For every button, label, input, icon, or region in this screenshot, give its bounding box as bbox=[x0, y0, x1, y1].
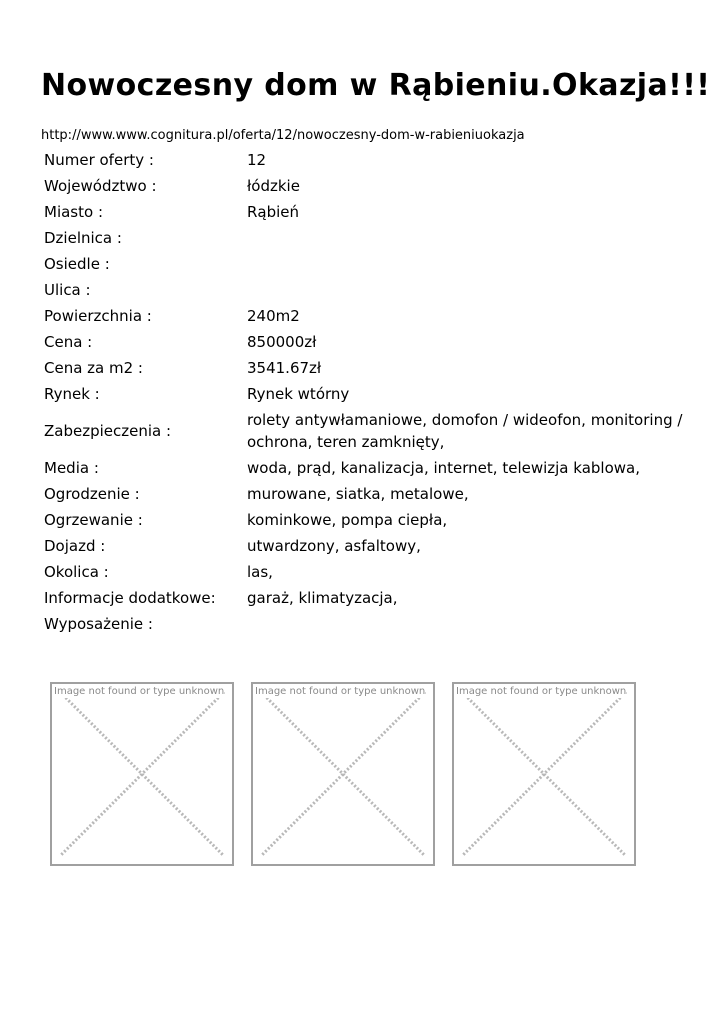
photo-gallery bbox=[50, 682, 650, 866]
broken-image-icon bbox=[52, 684, 232, 864]
detail-label: Osiedle : bbox=[44, 255, 110, 273]
detail-label: Ogrodzenie : bbox=[44, 485, 140, 503]
detail-label: Informacje dodatkowe: bbox=[44, 589, 216, 607]
detail-label: Rynek : bbox=[44, 385, 100, 403]
detail-row-price bbox=[41, 329, 690, 355]
detail-row-city bbox=[41, 199, 690, 225]
detail-value: murowane, siatka, metalowe, bbox=[247, 485, 469, 503]
detail-row-offer-number bbox=[41, 147, 690, 173]
detail-label: Okolica : bbox=[44, 563, 109, 581]
detail-row-estate bbox=[41, 251, 690, 277]
detail-value: woda, prąd, kanalizacja, internet, telewizja kablowa, bbox=[247, 459, 640, 477]
detail-row-additional-info bbox=[41, 585, 690, 611]
detail-value bbox=[244, 251, 690, 277]
detail-value bbox=[244, 611, 690, 637]
detail-row-utilities bbox=[41, 455, 690, 481]
detail-value: 850000zł bbox=[247, 333, 317, 351]
detail-value: Rynek wtórny bbox=[247, 385, 350, 403]
photo-placeholder[interactable] bbox=[50, 682, 234, 866]
detail-row-equipment bbox=[41, 611, 690, 637]
detail-label: Media : bbox=[44, 459, 99, 477]
detail-label: Zabezpieczenia : bbox=[44, 422, 172, 440]
detail-value: utwardzony, asfaltowy, bbox=[247, 537, 421, 555]
offer-url: http://www.www.cognitura.pl/oferta/12/nowoczesny-dom-w-rabieniuokazja bbox=[41, 128, 525, 143]
detail-row-heating bbox=[41, 507, 690, 533]
detail-label: Ogrzewanie : bbox=[44, 511, 143, 529]
detail-value: Rąbień bbox=[247, 203, 300, 221]
detail-label: Wyposażenie : bbox=[44, 615, 153, 633]
detail-row-street bbox=[41, 277, 690, 303]
detail-value: 12 bbox=[247, 151, 267, 169]
detail-label: Miasto : bbox=[44, 203, 103, 221]
detail-value: łódzkie bbox=[247, 177, 300, 195]
detail-value: kominkowe, pompa ciepła, bbox=[247, 511, 448, 529]
detail-label: Dzielnica : bbox=[44, 229, 122, 247]
detail-value: garaż, klimatyzacja, bbox=[247, 589, 398, 607]
photo-placeholder[interactable] bbox=[452, 682, 636, 866]
detail-label: Ulica : bbox=[44, 281, 91, 299]
page-title: Nowoczesny dom w Rąbieniu.Okazja!!! bbox=[41, 68, 711, 103]
image-alt-text: Image not found or type unknown bbox=[456, 686, 627, 697]
detail-label: Województwo : bbox=[44, 177, 157, 195]
detail-row-access-road bbox=[41, 533, 690, 559]
broken-image-icon bbox=[253, 684, 433, 864]
detail-value: rolety antywłamaniowe, domofon / wideofon, monitoring / ochrona, teren zamknięty, bbox=[247, 411, 683, 451]
detail-row-district bbox=[41, 225, 690, 251]
image-alt-text: Image not found or type unknown bbox=[255, 686, 426, 697]
detail-value: 240m2 bbox=[247, 307, 300, 325]
detail-row-surroundings bbox=[41, 559, 690, 585]
detail-value: las, bbox=[247, 563, 273, 581]
detail-row-fencing bbox=[41, 481, 690, 507]
detail-label: Cena : bbox=[44, 333, 93, 351]
detail-row-area bbox=[41, 303, 690, 329]
detail-value bbox=[244, 277, 690, 303]
offer-details-table bbox=[41, 147, 690, 637]
image-alt-text: Image not found or type unknown bbox=[54, 686, 225, 697]
detail-label: Numer oferty : bbox=[44, 151, 154, 169]
photo-placeholder[interactable] bbox=[251, 682, 435, 866]
detail-row-voivodeship bbox=[41, 173, 690, 199]
detail-label: Dojazd : bbox=[44, 537, 106, 555]
detail-row-security bbox=[41, 407, 690, 455]
detail-value bbox=[244, 225, 690, 251]
detail-label: Powierzchnia : bbox=[44, 307, 152, 325]
detail-row-price-per-m2 bbox=[41, 355, 690, 381]
detail-label: Cena za m2 : bbox=[44, 359, 143, 377]
broken-image-icon bbox=[454, 684, 634, 864]
detail-value: 3541.67zł bbox=[247, 359, 322, 377]
detail-row-market bbox=[41, 381, 690, 407]
